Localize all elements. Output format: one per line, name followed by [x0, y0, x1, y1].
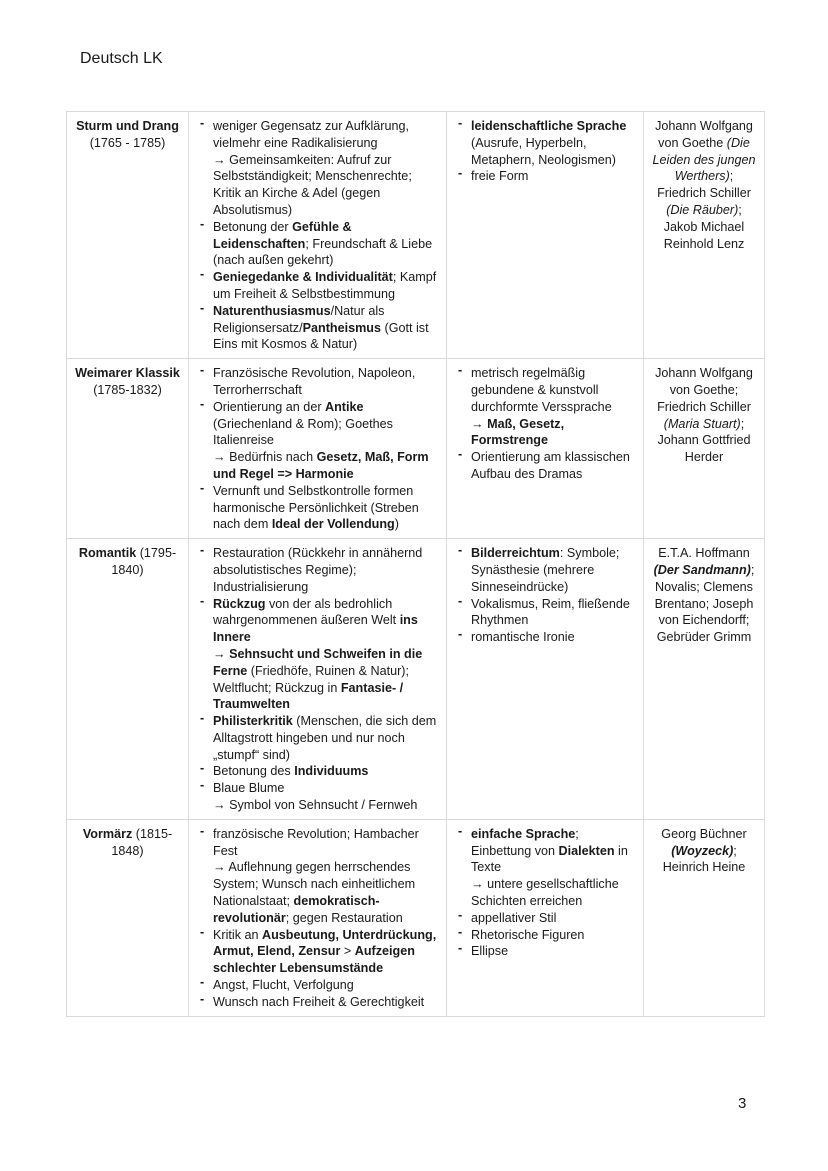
epoch-name: Sturm und Drang: [76, 119, 179, 133]
text-run: Maß, Gesetz, Formstrenge: [471, 416, 565, 448]
text-run: ; Einbettung von: [471, 826, 579, 858]
authors-cell: [644, 359, 765, 539]
epoch-cell: [67, 819, 189, 1016]
text-run: Orientierung am klassischen Aufbau des Dramas: [471, 450, 630, 481]
text-run: Ellipse: [471, 944, 509, 959]
text-run: Vokalismus, Reim, fließende Rhythmen: [471, 596, 630, 628]
sub-point: [213, 859, 438, 926]
text-run: Philisterkritik: [213, 714, 293, 729]
list-item: [455, 449, 635, 483]
authors-cell: [644, 112, 765, 359]
text-run: (Griechenland & Rom); Goethes Italienreise: [213, 416, 393, 448]
text-run: (Der Sandmann): [653, 562, 751, 577]
table-row: [67, 819, 765, 1016]
sub-point: [213, 797, 438, 814]
list-item: [197, 826, 438, 927]
text-run: Angst, Flucht, Verfolgung: [213, 978, 354, 993]
text-run: (Ausrufe, Hyperbeln, Metaphern, Neologismen): [471, 135, 616, 167]
text-run: ; Friedrich Schiller: [657, 169, 751, 201]
features-cell: [189, 112, 447, 359]
text-run: Individuums: [294, 764, 369, 779]
table-row: [67, 112, 765, 359]
text-run: (Menschen, die sich dem Alltagstrott hingeben und nur noch „stumpf“ sind): [213, 714, 437, 762]
text-run: Geniegedanke & Individualität: [213, 270, 393, 285]
text-run: metrisch regelmäßig gebundene & kunstvoll durchformte Verssprache: [471, 366, 612, 414]
list-item: [197, 365, 438, 399]
text-run: Restauration (Rückkehr in annähernd absolutistisches Regime); Industrialisierung: [213, 546, 423, 594]
list-item: [455, 927, 635, 944]
page-number: 3: [738, 1095, 747, 1112]
list-item: [197, 303, 438, 353]
text-run: ; Jakob Michael Reinhold Lenz: [663, 202, 745, 251]
list-item: [197, 545, 438, 595]
text-run: französische Revolution; Hambacher Fest: [213, 826, 419, 858]
list-item: [455, 910, 635, 927]
features-cell: [189, 539, 447, 820]
sub-point: [471, 416, 635, 450]
list-item: [455, 545, 635, 595]
text-run: Gefühle & Leidenschaften: [213, 219, 352, 251]
text-run: freie Form: [471, 169, 529, 184]
text-run: Kritik an: [213, 927, 262, 942]
text-run: leidenschaftliche Sprache: [471, 119, 627, 133]
text-run: Rhetorische Figuren: [471, 927, 585, 942]
list-item: [197, 763, 438, 780]
sub-point: [213, 449, 438, 483]
epoch-cell: [67, 112, 189, 359]
text-run: appellativer Stil: [471, 910, 557, 925]
text-run: E.T.A. Hoffmann: [658, 546, 750, 561]
document-header: Deutsch LK: [80, 50, 163, 67]
authors-cell: [644, 819, 765, 1016]
sub-point: [213, 152, 438, 219]
sub-point: [213, 646, 438, 713]
list-item: [197, 483, 438, 533]
text-run: Georg Büchner: [661, 826, 747, 841]
text-run: romantische Ironie: [471, 630, 575, 645]
list-item: [197, 713, 438, 763]
text-run: (Die Leiden des jungen Werthers): [652, 135, 756, 184]
text-run: → untere gesellschaftliche Schichten erreichen: [471, 877, 619, 909]
text-run: ; Novalis; Clemens Brentano; Joseph von Eichendorff; Gebrüder Grimm: [654, 562, 755, 645]
authors-cell: [644, 539, 765, 820]
epoch-period: (1785-1832): [93, 382, 162, 397]
bullet-list: [455, 545, 635, 646]
sub-point: [471, 876, 635, 910]
text-run: Wunsch nach Freiheit & Gerechtigkeit: [213, 994, 425, 1009]
language-cell: [447, 359, 644, 539]
text-run: Antike: [325, 399, 364, 414]
text-run: von der als bedrohlich wahrgenommenen äußeren Welt: [213, 596, 400, 628]
bullet-list: [197, 826, 438, 1011]
list-item: [197, 118, 438, 219]
text-run: (Gott ist Eins mit Kosmos & Natur): [213, 320, 429, 352]
bullet-list: [197, 365, 438, 533]
text-run: (Friedhöfe, Ruinen & Natur); Weltflucht; Rückzug in: [213, 663, 409, 695]
text-run: /Natur als Religionsersatz/: [213, 303, 385, 335]
list-item: [455, 943, 635, 960]
bullet-list: [455, 365, 635, 483]
text-run: ; Heinrich Heine: [662, 843, 746, 875]
text-run: (Die Räuber): [666, 202, 739, 217]
epoch-period: (1765 - 1785): [89, 135, 166, 150]
list-item: [455, 629, 635, 646]
text-run: Sehnsucht und Schweifen in die Ferne: [213, 646, 423, 678]
text-run: Betonung des: [213, 764, 295, 779]
text-run: : Symbole; Synästhesie (mehrere Sinneseindrücke): [471, 546, 620, 594]
text-run: Johann Wolfgang von Goethe; Friedrich Schiller: [655, 366, 753, 414]
epoch-name: Weimarer Klassik: [75, 366, 180, 381]
text-run: ; Freundschaft & Liebe (nach außen gekehrt): [213, 236, 433, 268]
language-cell: [447, 819, 644, 1016]
text-run: Rückzug: [213, 596, 266, 611]
text-run: >: [340, 944, 355, 959]
text-run: →: [213, 646, 230, 661]
text-run: → Bedürfnis nach: [213, 450, 317, 465]
text-run: Johann Wolfgang von Goethe: [655, 119, 753, 150]
text-run: Vernunft und Selbstkontrolle formen harmonische Persönlichkeit (Streben nach dem: [213, 483, 419, 532]
literary-epochs-table: [66, 111, 765, 1017]
text-run: → Gemeinsamkeiten: Aufruf zur Selbstständigkeit; Menschenrechte; Kritik an Kirche & Adel (gegen Absolutismus): [213, 152, 412, 217]
bullet-list: [197, 118, 438, 353]
epoch-period: (1795-1840): [111, 546, 177, 577]
language-cell: [447, 539, 644, 820]
text-run: →: [471, 416, 488, 431]
list-item: [197, 977, 438, 994]
text-run: Betonung der: [213, 219, 293, 234]
list-item: [455, 826, 635, 910]
text-run: → Auflehnung gegen herrschendes System; Wunsch nach einheitlichem Nationalstaat;: [213, 860, 416, 909]
epoch-name: Romantik: [78, 546, 137, 561]
bullet-list: [455, 118, 635, 185]
text-run: (Maria Stuart): [663, 416, 741, 431]
list-item: [197, 269, 438, 303]
list-item: [197, 994, 438, 1011]
epoch-cell: [67, 539, 189, 820]
list-item: [455, 168, 635, 185]
text-run: (Woyzeck): [671, 843, 734, 858]
list-item: [455, 365, 635, 449]
text-run: Ideal der Vollendung: [271, 517, 395, 532]
text-run: einfache Sprache: [471, 826, 576, 841]
text-run: Fantasie- / Traumwelten: [213, 680, 404, 712]
epoch-name: Vormärz: [82, 826, 133, 841]
list-item: [197, 780, 438, 814]
text-run: Gesetz, Maß, Form und Regel => Harmonie: [213, 450, 429, 481]
text-run: Naturenthusiasmus: [213, 303, 331, 318]
text-run: ; Johann Gottfried Herder: [657, 416, 751, 465]
epoch-cell: [67, 359, 189, 539]
text-run: Bilderreichtum: [471, 546, 560, 561]
list-item: [197, 219, 438, 269]
text-run: Dialekten: [558, 843, 615, 858]
list-item: [197, 927, 438, 977]
text-run: Französische Revolution, Napoleon, Terrorherrschaft: [213, 366, 416, 397]
features-cell: [189, 819, 447, 1016]
list-item: [197, 596, 438, 714]
text-run: weniger Gegensatz zur Aufklärung, vielmehr eine Radikalisierung: [213, 119, 410, 150]
bullet-list: [197, 545, 438, 814]
list-item: [197, 399, 438, 483]
table-row: [67, 359, 765, 539]
text-run: Orientierung an der: [213, 399, 326, 414]
text-run: in Texte: [471, 843, 628, 875]
list-item: [455, 596, 635, 630]
epoch-period: (1815-1848): [111, 826, 173, 858]
text-run: Blaue Blume: [213, 781, 285, 796]
text-run: Pantheismus: [302, 320, 381, 335]
text-run: ; gegen Restauration: [285, 910, 403, 925]
text-run: → Symbol von Sehnsucht / Fernweh: [213, 798, 418, 813]
text-run: Ausbeutung, Unterdrückung, Armut, Elend, Zensur: [213, 927, 437, 959]
text-run: ins Innere: [213, 613, 418, 645]
list-item: [455, 118, 635, 168]
features-cell: [189, 359, 447, 539]
text-run: Aufzeigen schlechter Lebensumstände: [213, 944, 415, 976]
language-cell: [447, 112, 644, 359]
bullet-list: [455, 826, 635, 960]
text-run: demokratisch-revolutionär: [213, 894, 380, 925]
table-row: [67, 539, 765, 820]
text-run: ): [394, 517, 399, 532]
text-run: ; Kampf um Freiheit & Selbstbestimmung: [213, 270, 437, 301]
